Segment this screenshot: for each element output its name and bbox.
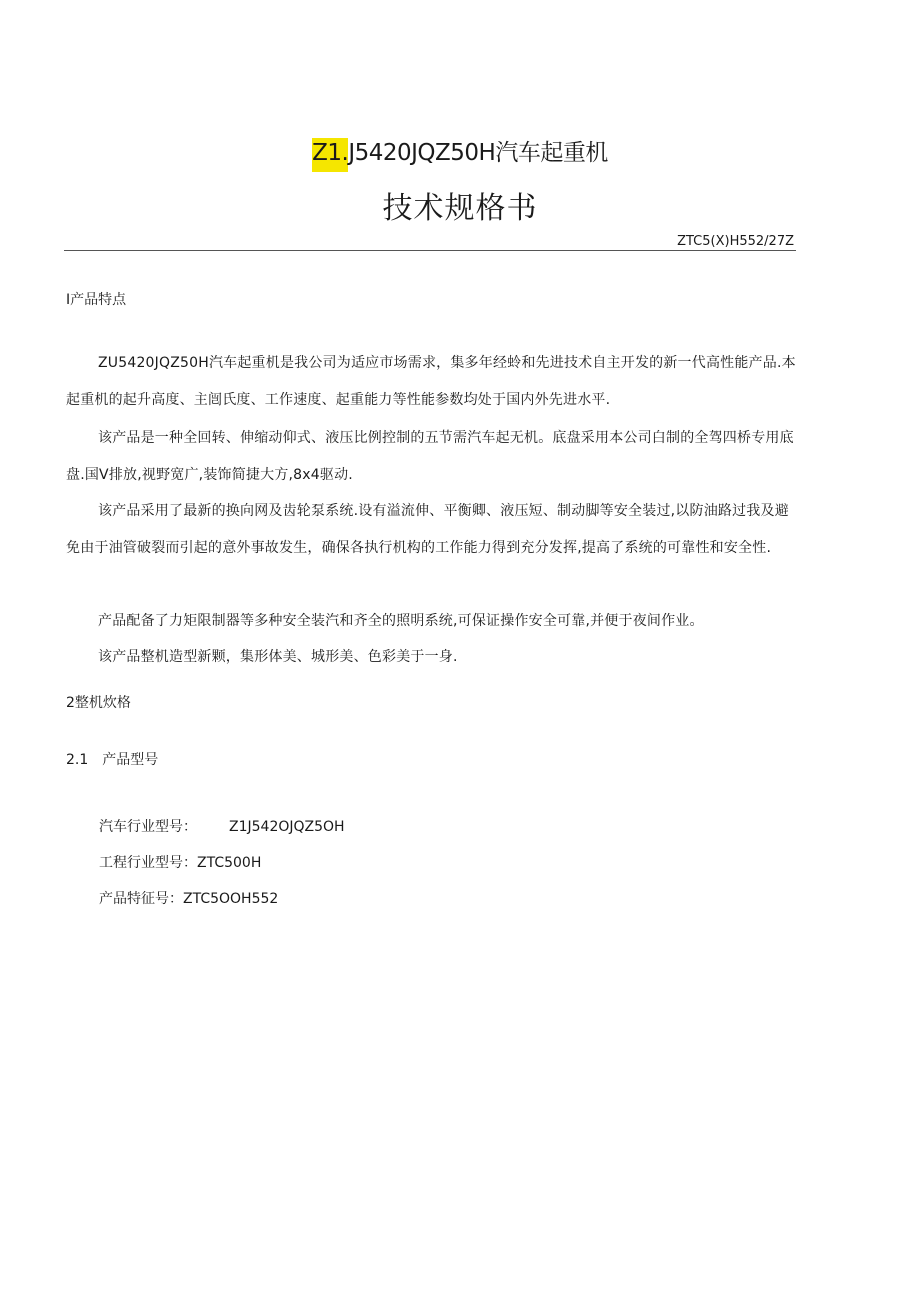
spec-value: ZTC500H: [197, 855, 262, 871]
header-divider: [64, 250, 796, 251]
subsection-heading-model: 2.1 产品型号: [66, 752, 159, 768]
spec-row-engineering-model: [99, 852, 261, 872]
highlighted-text: Z1.: [312, 138, 348, 172]
document-code: ZTC5(X)H552/27Z: [677, 234, 794, 249]
spec-row-feature-code: [99, 888, 278, 908]
paragraph-2: 该产品是一种全回转、伸缩动仰式、液压比例控制的五节需汽车起无机。底盘采用本公司白制的全驾四桥专用底盘.国Ⅴ排放,视野宽广,装饰简捷大方,8x4驱动.: [66, 430, 794, 483]
paragraph-4: 产品配备了力矩限制器等多种安全装汽和齐全的照明系统,可保证操作安全可靠,并便于夜间作业。: [98, 613, 704, 629]
section-heading-specs: 2整机炊格: [66, 695, 131, 711]
spec-value: ZTC5OOH552: [183, 891, 279, 907]
paragraph-1: ZU5420JQZ50H汽车起重机是我公司为适应市场需求，集多年经蛉和先进技术自主开发的新一代高性能产品.本起重机的起升高度、主闿氏度、工作速度、起重能力等性能参数均处于国内外先进水平.: [66, 355, 796, 408]
spec-value: Z1J542OJQZ5OH: [229, 819, 345, 835]
document-title: [0, 134, 920, 167]
document-subtitle: 技术规格书: [382, 191, 538, 226]
paragraph-5: 该产品整机造型新颗，集形体美、城形美、色彩美于一身.: [98, 649, 458, 665]
section-heading-features: I产品特点: [66, 292, 127, 308]
spec-row-auto-model: [99, 816, 345, 836]
spec-label: 汽车行业型号：: [99, 819, 197, 835]
title-text: J5420JQZ50H汽车起重机: [348, 140, 608, 166]
paragraph-3: 该产品采用了最新的换向网及齿轮泵系统.设有溢流伸、平衡卿、液压短、制动脚等安全装过,以防油路过我及避免由于油管破裂而引起的意外事故发生，确保各执行机构的工作能力得到充分发挥,提高了系统的可靠性和安全性.: [66, 503, 789, 556]
spec-label: 产品特征号：: [99, 891, 183, 907]
spec-label: 工程行业型号：: [99, 855, 197, 871]
